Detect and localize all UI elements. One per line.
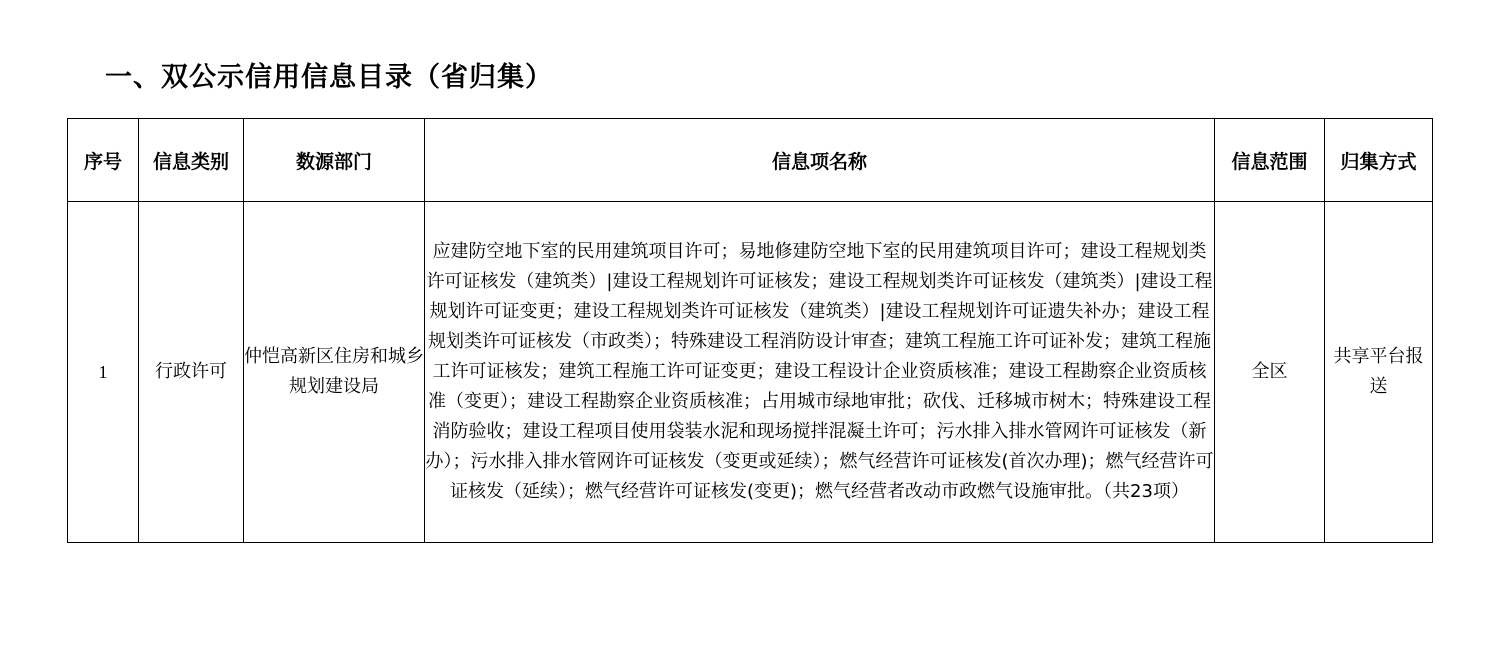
- cell-source-department: 仲恺高新区住房和城乡规划建设局: [244, 202, 425, 543]
- table-row: [68, 202, 1433, 543]
- cell-collection-method: 共享平台报送: [1325, 202, 1433, 543]
- header-info-scope: 信息范围: [1215, 119, 1325, 202]
- page-title: 一、双公示信用信息目录（省归集）: [105, 62, 553, 93]
- catalog-table: [67, 118, 1433, 543]
- cell-info-item-name: 应建防空地下室的民用建筑项目许可；易地修建防空地下室的民用建筑项目许可；建设工程规划类许可证核发（建筑类）|建设工程规划许可证核发；建设工程规划类许可证核发（建筑类）|建设工程规划许可证变更；建设工程规划类许可证核发（建筑类）|建设工程规划许可证遗失补办；建设工程规划类许可证核发（市政类）；特殊建设工程消防设计审查；建筑工程施工许可证补发；建筑工程施工许可证核发；建筑工程施工许可证变更；建设工程设计企业资质核准；建设工程勘察企业资质核准（变更）；建设工程勘察企业资质核准；占用城市绿地审批；砍伐、迁移城市树木；特殊建设工程消防验收；建设工程项目使用袋装水泥和现场搅拌混凝土许可；污水排入排水管网许可证核发（新办）；污水排入排水管网许可证核发（变更或延续）；燃气经营许可证核发(首次办理)；燃气经营许可证核发（延续）；燃气经营许可证核发(变更)；燃气经营者改动市政燃气设施审批。（共23项）: [425, 202, 1215, 543]
- header-collection-method: 归集方式: [1325, 119, 1433, 202]
- header-source-department: 数源部门: [244, 119, 425, 202]
- table-header-row: [68, 119, 1433, 202]
- cell-serial-number: 1: [68, 202, 139, 543]
- header-info-item-name: 信息项名称: [425, 119, 1215, 202]
- header-serial-number: 序号: [68, 119, 139, 202]
- cell-info-category: 行政许可: [139, 202, 244, 543]
- header-info-category: 信息类别: [139, 119, 244, 202]
- cell-info-scope: 全区: [1215, 202, 1325, 543]
